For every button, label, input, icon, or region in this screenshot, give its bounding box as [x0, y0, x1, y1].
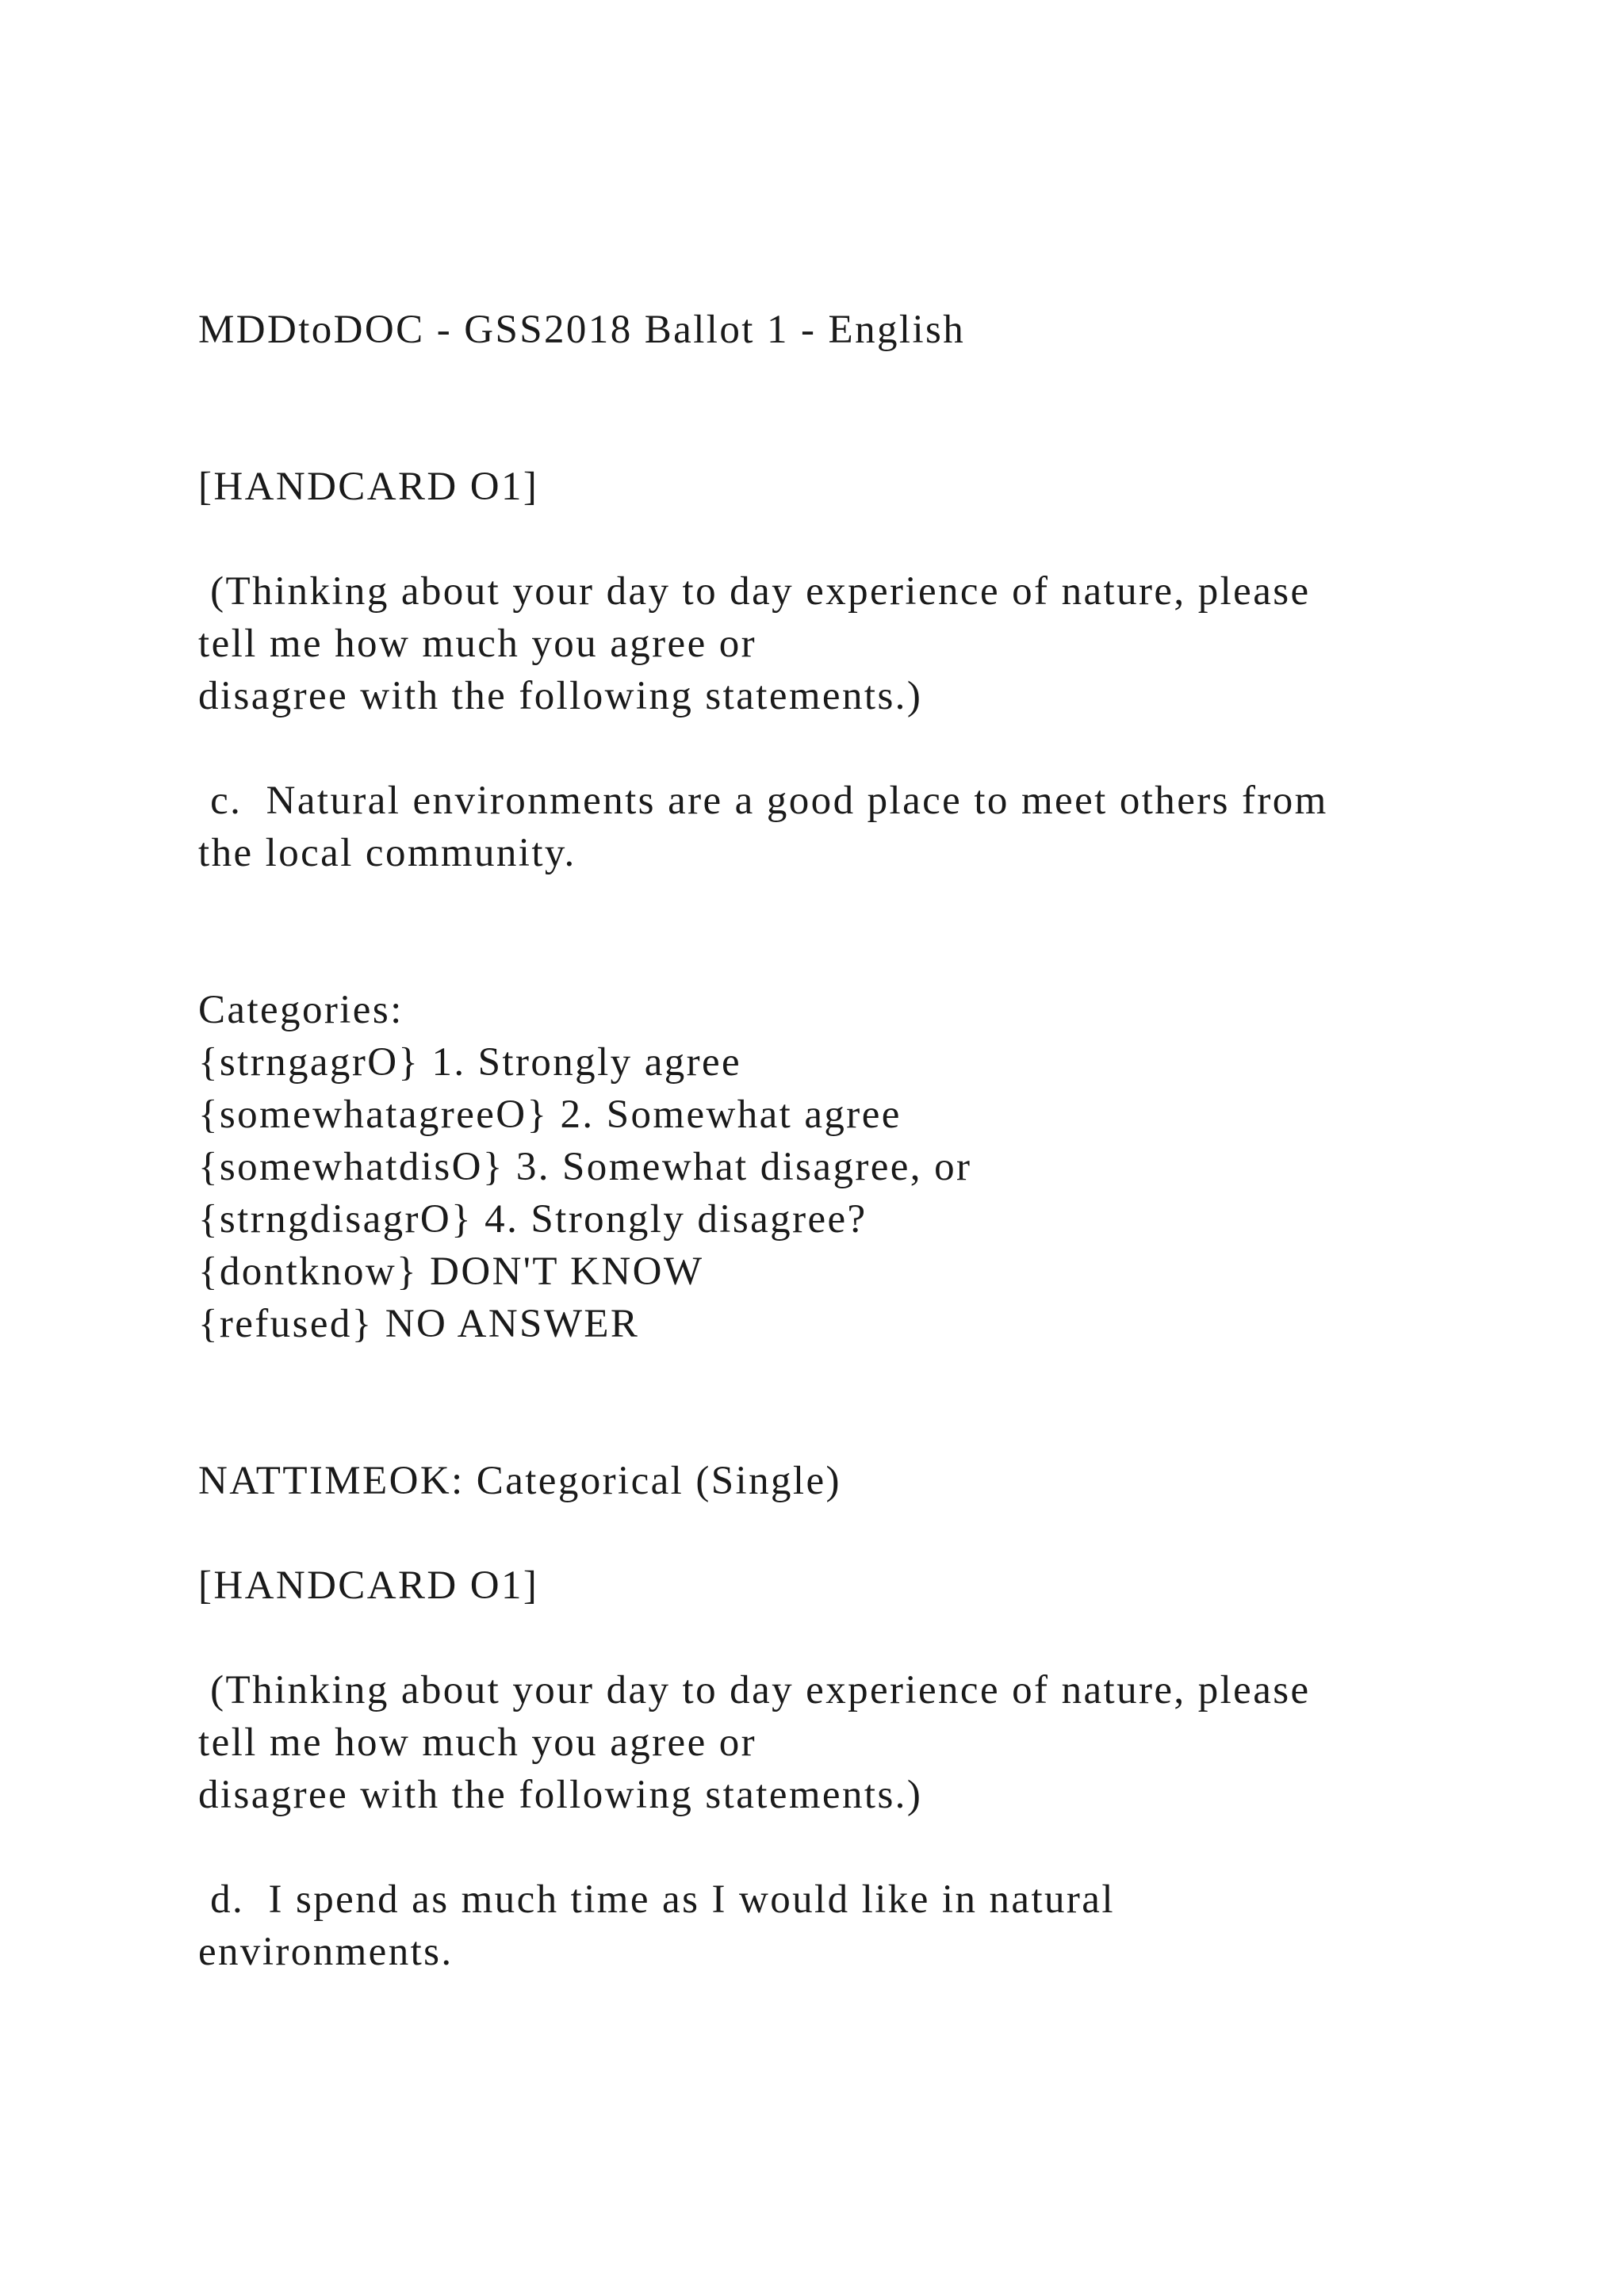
category-option: {strngdisagrO} 4. Strongly disagree?	[198, 1197, 868, 1242]
question-intro-line: tell me how much you agree or	[198, 1720, 757, 1765]
question-intro-line: (Thinking about your day to day experience of nature, please	[198, 1668, 1311, 1712]
category-option: {strngagrO} 1. Strongly agree	[198, 1040, 742, 1085]
document-title: MDDtoDOC - GSS2018 Ballot 1 - English	[198, 308, 966, 352]
question-intro-line: tell me how much you agree or	[198, 622, 757, 666]
category-option: {somewhatagreeO} 2. Somewhat agree	[198, 1093, 902, 1137]
category-option: {dontknow} DON'T KNOW	[198, 1249, 704, 1294]
question-intro-line: (Thinking about your day to day experience of nature, please	[198, 569, 1311, 614]
categories-label: Categories:	[198, 988, 404, 1032]
question-item-line: the local community.	[198, 831, 576, 875]
handcard-label: [HANDCARD O1]	[198, 465, 539, 509]
category-option: {refused} NO ANSWER	[198, 1302, 640, 1346]
question-item-line: environments.	[198, 1930, 454, 1974]
question-item-line: d. I spend as much time as I would like in natural	[198, 1877, 1115, 1922]
handcard-label: [HANDCARD O1]	[198, 1563, 539, 1608]
question-item-line: c. Natural environments are a good place to meet others from	[198, 779, 1328, 823]
question-intro-line: disagree with the following statements.)	[198, 674, 923, 718]
variable-header: NATTIMEOK: Categorical (Single)	[198, 1459, 841, 1503]
category-option: {somewhatdisO} 3. Somewhat disagree, or	[198, 1145, 972, 1189]
question-intro-line: disagree with the following statements.)	[198, 1773, 923, 1817]
